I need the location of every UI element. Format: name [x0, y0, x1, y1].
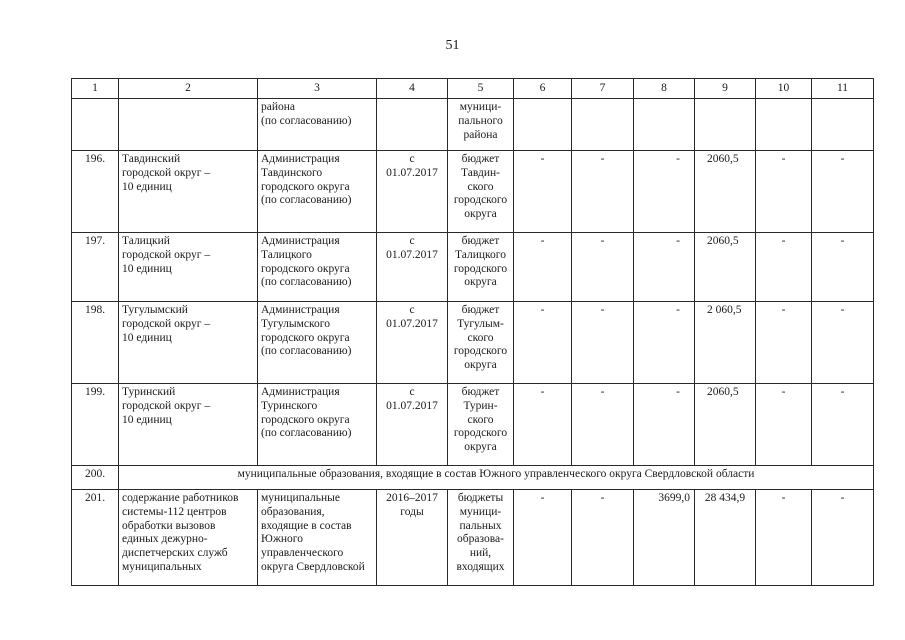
value-cell: 3699,0 — [634, 490, 695, 586]
executor-cell — [258, 233, 377, 302]
text-line: (по согласованию) — [261, 345, 352, 358]
text-line: бюджет — [461, 386, 500, 398]
text-line: Туринского — [261, 399, 318, 412]
text-line: 10 единиц — [122, 413, 172, 426]
row-number: 197. — [72, 233, 119, 302]
text-line: пального — [458, 114, 503, 127]
table-row — [72, 302, 874, 384]
text-line: Тавдинский — [122, 153, 181, 165]
value-cell: - — [756, 302, 812, 384]
value-cell: - — [812, 233, 874, 302]
value-cell: - — [634, 151, 695, 233]
row-number: 196. — [72, 151, 119, 233]
text-line: округа — [464, 359, 497, 372]
col-header: 10 — [756, 79, 812, 99]
text-line: Талицкого — [261, 248, 312, 261]
text-line: муниципальных — [122, 560, 202, 573]
name-cell — [119, 490, 258, 586]
table-row — [72, 384, 874, 466]
name-cell — [119, 151, 258, 233]
text-line: системы-112 центров — [122, 505, 227, 518]
text-line: Талицкого — [455, 248, 506, 261]
value-cell: - — [812, 302, 874, 384]
term-cell — [377, 151, 448, 233]
value-cell: - — [812, 384, 874, 466]
text-line: образования, — [261, 505, 325, 518]
value-cell: - — [514, 490, 572, 586]
col-header: 6 — [514, 79, 572, 99]
text-line: единых дежурно- — [122, 533, 208, 546]
plan-table — [71, 78, 874, 586]
source-cell — [448, 99, 514, 151]
text-line: округа — [464, 208, 497, 221]
text-line: муниципальные — [261, 492, 340, 504]
text-line: Талицкий — [122, 235, 170, 247]
name-cell — [119, 302, 258, 384]
value-cell: - — [572, 490, 634, 586]
executor-cell — [258, 99, 377, 151]
cell — [377, 99, 448, 151]
text-line: бюджеты — [457, 492, 504, 504]
value-cell: - — [634, 233, 695, 302]
source-cell — [448, 490, 514, 586]
text-line: 10 единиц — [122, 331, 172, 344]
text-line: ского — [467, 331, 494, 344]
value-cell: 28 434,9 — [695, 490, 756, 586]
text-line: Южного — [261, 533, 303, 546]
value-cell: - — [572, 233, 634, 302]
value-cell: - — [634, 302, 695, 384]
text-line: района — [261, 101, 296, 113]
text-line: городского — [453, 427, 508, 440]
text-line: бюджет — [461, 153, 500, 165]
text-line: городской округ – — [122, 166, 211, 179]
text-line: Администрация — [261, 304, 340, 316]
text-line: Администрация — [261, 235, 340, 247]
table-row — [72, 233, 874, 302]
term-cell — [377, 384, 448, 466]
col-header: 3 — [258, 79, 377, 99]
text-line: округа — [464, 441, 497, 454]
row-number: 198. — [72, 302, 119, 384]
value-cell: 2 060,5 — [695, 302, 756, 384]
cell — [514, 99, 572, 151]
text-line: 01.07.2017 — [386, 399, 438, 412]
term-cell — [377, 302, 448, 384]
text-line: 01.07.2017 — [386, 166, 438, 179]
value-cell: - — [514, 302, 572, 384]
text-line: с — [409, 235, 415, 247]
text-line: обработки вызовов — [122, 519, 216, 532]
text-line: Турин- — [463, 399, 498, 412]
text-line: 2016–2017 — [386, 492, 438, 504]
text-line: образова- — [457, 533, 504, 546]
page-number: 51 — [445, 38, 460, 53]
text-line: содержание работников — [122, 492, 239, 504]
text-line: городского округа — [261, 180, 350, 193]
text-line: ского — [467, 413, 494, 426]
value-cell: - — [572, 302, 634, 384]
text-line: городского — [453, 345, 508, 358]
executor-cell — [258, 384, 377, 466]
text-line: ний, — [469, 547, 492, 560]
col-header: 11 — [812, 79, 874, 99]
text-line: городского округа — [261, 262, 350, 275]
text-line: городского округа — [261, 413, 350, 426]
value-cell: 2060,5 — [695, 151, 756, 233]
text-line: (по согласованию) — [261, 427, 352, 440]
value-cell: - — [514, 233, 572, 302]
text-line: с — [409, 386, 415, 398]
text-line: входящие в состав — [261, 519, 352, 532]
text-line: бюджет — [461, 235, 500, 247]
value-cell: - — [756, 384, 812, 466]
text-line: городского — [453, 194, 508, 207]
text-line: 10 единиц — [122, 180, 172, 193]
col-header: 9 — [695, 79, 756, 99]
text-line: (по согласованию) — [261, 276, 352, 289]
cell — [72, 99, 119, 151]
value-cell: - — [756, 233, 812, 302]
text-line: Тавдин- — [461, 166, 500, 179]
cell — [695, 99, 756, 151]
value-cell: - — [514, 151, 572, 233]
text-line: 10 единиц — [122, 262, 172, 275]
col-header: 7 — [572, 79, 634, 99]
text-line: Администрация — [261, 386, 340, 398]
table-row — [72, 151, 874, 233]
term-cell — [377, 490, 448, 586]
text-line: пальных — [459, 519, 502, 532]
cell — [634, 99, 695, 151]
value-cell: - — [812, 490, 874, 586]
source-cell — [448, 151, 514, 233]
value-cell: 2060,5 — [695, 384, 756, 466]
column-number-row — [72, 79, 874, 99]
source-cell — [448, 384, 514, 466]
col-header: 4 — [377, 79, 448, 99]
text-line: городской округ – — [122, 248, 211, 261]
row-number: 200. — [72, 466, 119, 490]
col-header: 5 — [448, 79, 514, 99]
executor-cell — [258, 302, 377, 384]
value-cell: 2060,5 — [695, 233, 756, 302]
text-line: округа Свердловской — [261, 560, 365, 573]
text-line: городской округ – — [122, 399, 211, 412]
text-line: ского — [467, 180, 494, 193]
text-line: входящих — [456, 560, 505, 573]
text-line: Администрация — [261, 153, 340, 165]
source-cell — [448, 302, 514, 384]
value-cell: - — [634, 384, 695, 466]
text-line: района — [463, 128, 498, 141]
text-line: Тугулымского — [261, 317, 330, 330]
text-line: городского — [453, 262, 508, 275]
cell — [572, 99, 634, 151]
text-line: годы — [400, 505, 424, 518]
col-header: 8 — [634, 79, 695, 99]
text-line: (по согласованию) — [261, 194, 352, 207]
text-line: муници- — [459, 101, 502, 113]
text-line: Тугулым- — [457, 317, 504, 330]
source-cell — [448, 233, 514, 302]
continuation-row — [72, 99, 874, 151]
text-line: 01.07.2017 — [386, 317, 438, 330]
text-line: муници- — [459, 505, 502, 518]
text-line: городской округ – — [122, 317, 211, 330]
executor-cell — [258, 490, 377, 586]
text-line: Тавдинского — [261, 166, 323, 179]
row-number: 199. — [72, 384, 119, 466]
text-line: (по согласованию) — [261, 114, 352, 127]
text-line: управленческого — [261, 547, 344, 560]
value-cell: - — [812, 151, 874, 233]
row-number: 201. — [72, 490, 119, 586]
name-cell — [119, 384, 258, 466]
table-row — [72, 490, 874, 586]
section-row — [72, 466, 874, 490]
col-header: 1 — [72, 79, 119, 99]
text-line: городского округа — [261, 331, 350, 344]
section-title: муниципальные образования, входящие в состав Южного управленческого округа Свердловской области — [119, 466, 874, 490]
cell — [119, 99, 258, 151]
text-line: с — [409, 153, 415, 165]
text-line: Тугулымский — [122, 304, 188, 316]
text-line: с — [409, 304, 415, 316]
cell — [756, 99, 812, 151]
cell — [812, 99, 874, 151]
term-cell — [377, 233, 448, 302]
executor-cell — [258, 151, 377, 233]
text-line: округа — [464, 276, 497, 289]
text-line: Туринский — [122, 386, 176, 398]
name-cell — [119, 233, 258, 302]
text-line: 01.07.2017 — [386, 248, 438, 261]
value-cell: - — [514, 384, 572, 466]
value-cell: - — [756, 490, 812, 586]
value-cell: - — [572, 151, 634, 233]
text-line: диспетчерских служб — [122, 547, 228, 560]
text-line: бюджет — [461, 304, 500, 316]
value-cell: - — [756, 151, 812, 233]
value-cell: - — [572, 384, 634, 466]
col-header: 2 — [119, 79, 258, 99]
